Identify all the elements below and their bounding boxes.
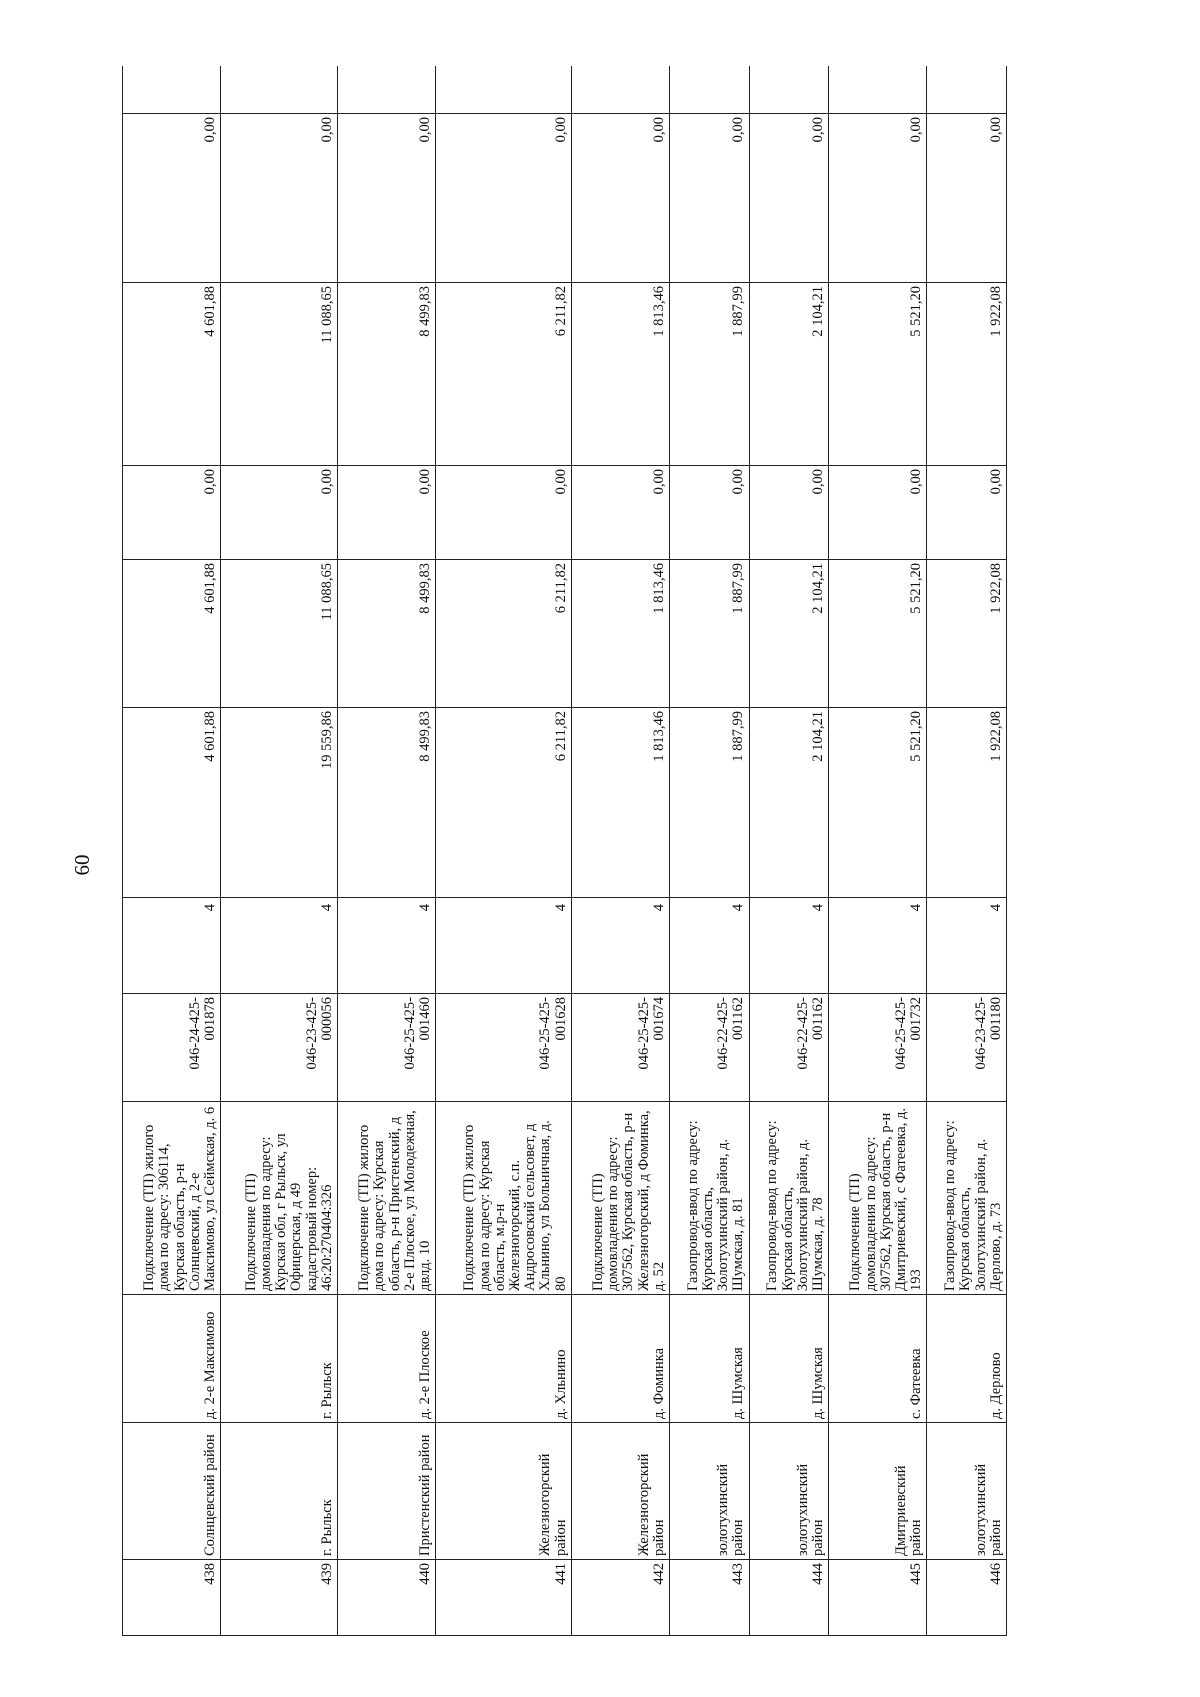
- cell-amount-c: 1 813,46: [571, 283, 669, 466]
- cell-index: 442: [571, 1560, 669, 1636]
- cell-amount-c: 4 601,88: [123, 283, 221, 466]
- table-row: [829, 66, 927, 1636]
- cell-amount-e: [123, 66, 221, 114]
- rotated-table: [122, 66, 1007, 1636]
- cell-locality: д. Фоминка: [571, 1295, 669, 1423]
- cell-count: 4: [123, 898, 221, 994]
- cell-index: 444: [749, 1560, 829, 1636]
- cell-amount-a: 1 813,46: [571, 560, 669, 708]
- cell-amount-a: 6 211,82: [436, 560, 572, 708]
- cell-locality: д. 2-е Плоское: [338, 1295, 436, 1423]
- cell-locality: г. Рыльск: [221, 1295, 338, 1423]
- table-row: [123, 66, 221, 1636]
- table-row: [670, 66, 750, 1636]
- cell-locality: д. Шумская: [749, 1295, 829, 1423]
- cell-index: 441: [436, 1560, 572, 1636]
- cell-description: Газопровод-ввод по адресу: Курская область, Золотухинский район, д. Шумская, д. 81: [670, 1102, 750, 1295]
- cell-description: Подключение (ТП) домовладения по адресу: 307562, Курская область, р-н Железногорский, д Фоминка, д. 52: [571, 1102, 669, 1295]
- cell-zone-code: 046-22-425-001162: [749, 994, 829, 1102]
- data-table: [122, 66, 1007, 1636]
- cell-count: 4: [338, 898, 436, 994]
- cell-count: 4: [571, 898, 669, 994]
- cell-district: Железногорский район: [571, 1423, 669, 1560]
- cell-district: Пристенский район: [338, 1423, 436, 1560]
- cell-zone-code: 046-25-425-001628: [436, 994, 572, 1102]
- cell-total: 19 559,86: [221, 708, 338, 898]
- cell-total: 5 521,20: [829, 708, 927, 898]
- cell-amount-c: 1 887,99: [670, 283, 750, 466]
- cell-count: 4: [221, 898, 338, 994]
- table-row: [221, 66, 338, 1636]
- cell-locality: д. 2-е Максимово: [123, 1295, 221, 1423]
- cell-amount-a: 2 104,21: [749, 560, 829, 708]
- cell-index: 446: [927, 1560, 1007, 1636]
- cell-zone-code: 046-25-425-001732: [829, 994, 927, 1102]
- cell-index: 438: [123, 1560, 221, 1636]
- cell-amount-a: 11 088,65: [221, 560, 338, 708]
- cell-amount-b: 0,00: [829, 466, 927, 560]
- cell-locality: д. Шумская: [670, 1295, 750, 1423]
- cell-zone-code: 046-25-425-001460: [338, 994, 436, 1102]
- cell-index: 439: [221, 1560, 338, 1636]
- cell-amount-a: 4 601,88: [123, 560, 221, 708]
- cell-amount-e: [338, 66, 436, 114]
- table-row: [571, 66, 669, 1636]
- cell-amount-c: 5 521,20: [829, 283, 927, 466]
- cell-district: золотухинский район: [670, 1423, 750, 1560]
- cell-amount-e: [927, 66, 1007, 114]
- cell-total: 2 104,21: [749, 708, 829, 898]
- cell-district: золотухинский район: [749, 1423, 829, 1560]
- cell-amount-b: 0,00: [338, 466, 436, 560]
- cell-total: 1 922,08: [927, 708, 1007, 898]
- cell-count: 4: [670, 898, 750, 994]
- cell-amount-e: [749, 66, 829, 114]
- cell-amount-a: 5 521,20: [829, 560, 927, 708]
- cell-amount-b: 0,00: [221, 466, 338, 560]
- cell-total: 1 813,46: [571, 708, 669, 898]
- cell-amount-d: 0,00: [338, 114, 436, 283]
- cell-amount-d: 0,00: [829, 114, 927, 283]
- cell-amount-a: 1 887,99: [670, 560, 750, 708]
- cell-district: г. Рыльск: [221, 1423, 338, 1560]
- cell-index: 443: [670, 1560, 750, 1636]
- cell-amount-e: [571, 66, 669, 114]
- cell-amount-e: [221, 66, 338, 114]
- cell-amount-d: 0,00: [749, 114, 829, 283]
- cell-amount-b: 0,00: [123, 466, 221, 560]
- cell-amount-e: [436, 66, 572, 114]
- cell-zone-code: 046-22-425-001162: [670, 994, 750, 1102]
- cell-locality: с. Фатеевка: [829, 1295, 927, 1423]
- cell-zone-code: 046-23-425-001180: [927, 994, 1007, 1102]
- cell-district: Железногорский район: [436, 1423, 572, 1560]
- cell-amount-b: 0,00: [749, 466, 829, 560]
- cell-index: 445: [829, 1560, 927, 1636]
- cell-amount-a: 8 499,83: [338, 560, 436, 708]
- table-row: [749, 66, 829, 1636]
- table-row: [927, 66, 1007, 1636]
- table-body: [123, 66, 1007, 1636]
- cell-total: 4 601,88: [123, 708, 221, 898]
- cell-amount-e: [829, 66, 927, 114]
- cell-amount-c: 11 088,65: [221, 283, 338, 466]
- cell-amount-a: 1 922,08: [927, 560, 1007, 708]
- cell-amount-b: 0,00: [436, 466, 572, 560]
- cell-amount-b: 0,00: [571, 466, 669, 560]
- cell-description: Подключение (ТП) жилого дома по адресу: Курская область, р-н Пристенский, д 2-е Плоское, ул Молодежная, двлд. 10: [338, 1102, 436, 1295]
- cell-amount-b: 0,00: [927, 466, 1007, 560]
- cell-count: 4: [749, 898, 829, 994]
- cell-count: 4: [436, 898, 572, 994]
- cell-locality: д. Дерлово: [927, 1295, 1007, 1423]
- cell-description: Газопровод-ввод по адресу: Курская область, Золотухинский район, д. Шумская, д. 78: [749, 1102, 829, 1295]
- cell-district: Дмитриевский район: [829, 1423, 927, 1560]
- cell-description: Подключение (ТП) домовладения по адресу: Курская обл, г Рыльск, ул Офицерская, д 49 кадастровый номер: 46:20:270404:326: [221, 1102, 338, 1295]
- cell-amount-d: 0,00: [670, 114, 750, 283]
- cell-amount-c: 1 922,08: [927, 283, 1007, 466]
- table-container: [122, 66, 1007, 1636]
- cell-district: золотухинский район: [927, 1423, 1007, 1560]
- cell-description: Подключение (ТП) жилого дома по адресу: Курская область, м.р-н Железногорский, с.п. Андросовский сельсовет, д Хльнино, ул Больничная, д. 80: [436, 1102, 572, 1295]
- cell-description: Подключение (ТП) жилого дома по адресу: 306114, Курская область, р-н Солнцевский, д 2-е Максимово, ул Сеймская, д. 6: [123, 1102, 221, 1295]
- page-number: 60: [70, 854, 94, 876]
- table-row: [338, 66, 436, 1636]
- cell-amount-d: 0,00: [123, 114, 221, 283]
- cell-amount-d: 0,00: [221, 114, 338, 283]
- cell-total: 6 211,82: [436, 708, 572, 898]
- cell-amount-d: 0,00: [436, 114, 572, 283]
- cell-index: 440: [338, 1560, 436, 1636]
- cell-locality: д. Хльнино: [436, 1295, 572, 1423]
- cell-total: 1 887,99: [670, 708, 750, 898]
- cell-description: Газопровод-ввод по адресу: Курская область, Золотухинский район, д. Дерлово, д. 73: [927, 1102, 1007, 1295]
- cell-zone-code: 046-25-425-001674: [571, 994, 669, 1102]
- cell-zone-code: 046-23-425-000056: [221, 994, 338, 1102]
- cell-amount-e: [670, 66, 750, 114]
- cell-count: 4: [829, 898, 927, 994]
- cell-total: 8 499,83: [338, 708, 436, 898]
- cell-zone-code: 046-24-425-001878: [123, 994, 221, 1102]
- cell-amount-c: 2 104,21: [749, 283, 829, 466]
- cell-amount-b: 0,00: [670, 466, 750, 560]
- cell-amount-c: 6 211,82: [436, 283, 572, 466]
- cell-count: 4: [927, 898, 1007, 994]
- table-row: [436, 66, 572, 1636]
- cell-district: Солнцевский район: [123, 1423, 221, 1560]
- cell-description: Подключение (ТП) домовладения по адресу: 307562, Курская область, р-н Дмитриевский, с Фатеевка, д. 193: [829, 1102, 927, 1295]
- cell-amount-d: 0,00: [927, 114, 1007, 283]
- cell-amount-c: 8 499,83: [338, 283, 436, 466]
- cell-amount-d: 0,00: [571, 114, 669, 283]
